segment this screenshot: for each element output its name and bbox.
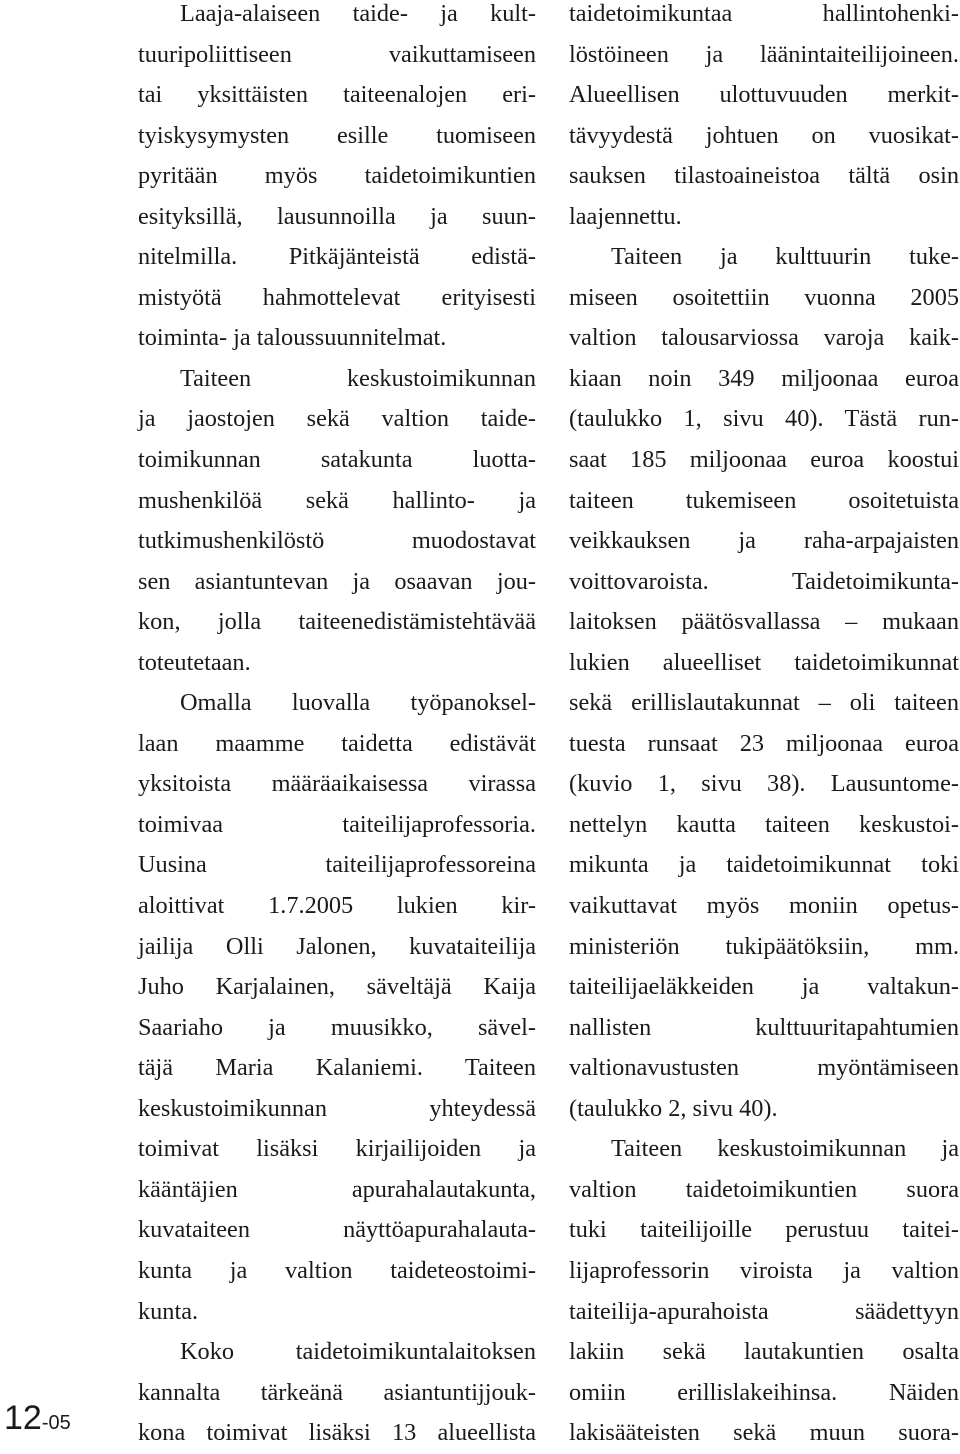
text-line: lijaprofessorin viroista ja valtion <box>569 1256 959 1284</box>
text-line: toteutetaan. <box>138 648 251 676</box>
text-line: sauksen tilastoaineistoa tältä osin <box>569 162 959 190</box>
text-line: sekä erillislautakunnat – oli taiteen <box>569 689 959 717</box>
text-line: laitoksen päätösvallassa – mukaan <box>569 608 959 636</box>
text-line: aloittivat 1.7.2005 lukien kir- <box>138 892 536 920</box>
text-line: Taiteen keskustoimikunnan <box>180 364 536 392</box>
text-line: yksitoista määräaikaisessa virassa <box>138 770 536 798</box>
text-line: laan maamme taidetta edistävät <box>138 729 536 757</box>
text-line: pyritään myös taidetoimikuntien <box>138 162 536 190</box>
text-line: taiteilijaeläkkeiden ja valtakun- <box>569 973 959 1001</box>
text-line: valtionavustusten myöntämiseen <box>569 1054 959 1082</box>
text-line: voittovaroista. Taidetoimikunta- <box>569 567 959 595</box>
text-line: lakiin sekä lautakuntien osalta <box>569 1338 959 1366</box>
text-line: mikunta ja taidetoimikunnat toki <box>569 851 959 879</box>
left-text-column <box>138 0 536 1454</box>
text-line: kannalta tärkeänä asiantuntijjouk- <box>138 1378 536 1406</box>
text-line: (taulukko 1, sivu 40). Tästä run- <box>569 405 959 433</box>
text-line: miseen osoitettiin vuonna 2005 <box>569 283 959 311</box>
page-number-value: 12 <box>4 1399 42 1437</box>
text-line: kunta ja valtion taideteostoimi- <box>138 1256 536 1284</box>
text-line: kuvataiteen näyttöapurahalauta- <box>138 1216 536 1244</box>
text-line: kiaan noin 349 miljoonaa euroa <box>569 364 959 392</box>
text-line: valtion talousarviossa varoja kaik- <box>569 324 959 352</box>
text-line: vaikuttavat myös moniin opetus- <box>569 892 959 920</box>
text-line: täjä Maria Kalaniemi. Taiteen <box>138 1054 536 1082</box>
text-line: veikkauksen ja raha-arpajaisten <box>569 527 959 555</box>
text-line: valtion taidetoimikuntien suora <box>569 1175 959 1203</box>
text-line: omiin erillislakeihinsa. Näiden <box>569 1378 959 1406</box>
text-line: Uusina taiteilijaprofessoreina <box>138 851 536 879</box>
text-line: nettelyn kautta taiteen keskustoi- <box>569 810 959 838</box>
text-line: taidetoimikuntaa hallintohenki- <box>569 0 959 27</box>
text-line: tutkimushenkilöstö muodostavat <box>138 527 536 555</box>
text-line: tuesta runsaat 23 miljoonaa euroa <box>569 729 959 757</box>
text-line: (kuvio 1, sivu 38). Lausuntome- <box>569 770 959 798</box>
text-line: tyiskysymysten esille tuomiseen <box>138 121 536 149</box>
text-line: esityksillä, lausunnoilla ja suun- <box>138 202 536 230</box>
text-line: tai yksittäisten taiteenalojen eri- <box>138 81 536 109</box>
text-line: löstöineen ja läänintaiteilijoineen. <box>569 40 959 68</box>
text-line: toimikunnan satakunta luotta- <box>138 446 536 474</box>
text-line: Saariaho ja muusikko, sävel- <box>138 1013 536 1041</box>
text-line: lukien alueelliset taidetoimikunnat <box>569 648 959 676</box>
text-line: jailija Olli Jalonen, kuvataiteilija <box>138 932 536 960</box>
text-line: kona toimivat lisäksi 13 alueellista <box>138 1419 536 1447</box>
text-line: tävyydestä johtuen on vuosikat- <box>569 121 959 149</box>
text-line: tuki taiteilijoille perustuu taitei- <box>569 1216 959 1244</box>
right-text-column <box>569 0 959 1454</box>
text-line: Laaja-alaiseen taide- ja kult- <box>180 0 536 27</box>
text-line: ministeriön tukipäätöksiin, mm. <box>569 932 959 960</box>
text-line: toimivaa taiteilijaprofessoria. <box>138 810 536 838</box>
text-line: keskustoimikunnan yhteydessä <box>138 1094 536 1122</box>
text-line: mistyötä hahmottelevat erityisesti <box>138 283 536 311</box>
text-line: Juho Karjalainen, säveltäjä Kaija <box>138 973 536 1001</box>
text-line: Koko taidetoimikuntalaitoksen <box>180 1338 536 1366</box>
text-line: taiteen tukemiseen osoitetuista <box>569 486 959 514</box>
text-line: ja jaostojen sekä valtion taide- <box>138 405 536 433</box>
text-line: Taiteen keskustoimikunnan ja <box>611 1135 959 1163</box>
text-line: tuuripoliittiseen vaikuttamiseen <box>138 40 536 68</box>
text-line: mushenkilöä sekä hallinto- ja <box>138 486 536 514</box>
text-line: toimivat lisäksi kirjailijoiden ja <box>138 1135 536 1163</box>
text-line: lakisääteisten sekä muun suora- <box>569 1419 959 1447</box>
page-issue-suffix: -05 <box>41 1412 71 1434</box>
text-line: kääntäjien apurahalautakunta, <box>138 1175 536 1203</box>
text-line: Omalla luovalla työpanoksel- <box>180 689 536 717</box>
text-line: nallisten kulttuuritapahtumien <box>569 1013 959 1041</box>
text-line: sen asiantuntevan ja osaavan jou- <box>138 567 536 595</box>
text-line: saat 185 miljoonaa euroa koostui <box>569 446 959 474</box>
text-line: (taulukko 2, sivu 40). <box>569 1094 778 1122</box>
text-line: toiminta- ja taloussuunnitelmat. <box>138 324 447 352</box>
text-line: Alueellisen ulottuvuuden merkit- <box>569 81 959 109</box>
text-line: kunta. <box>138 1297 199 1325</box>
text-line: Taiteen ja kulttuurin tuke- <box>611 243 959 271</box>
page-number <box>4 1398 71 1443</box>
text-line: taiteilija-apurahoista säädettyyn <box>569 1297 959 1325</box>
text-line: nitelmilla. Pitkäjänteistä edistä- <box>138 243 536 271</box>
text-line: kon, jolla taiteenedistämistehtävää <box>138 608 536 636</box>
text-line: laajennettu. <box>569 202 682 230</box>
